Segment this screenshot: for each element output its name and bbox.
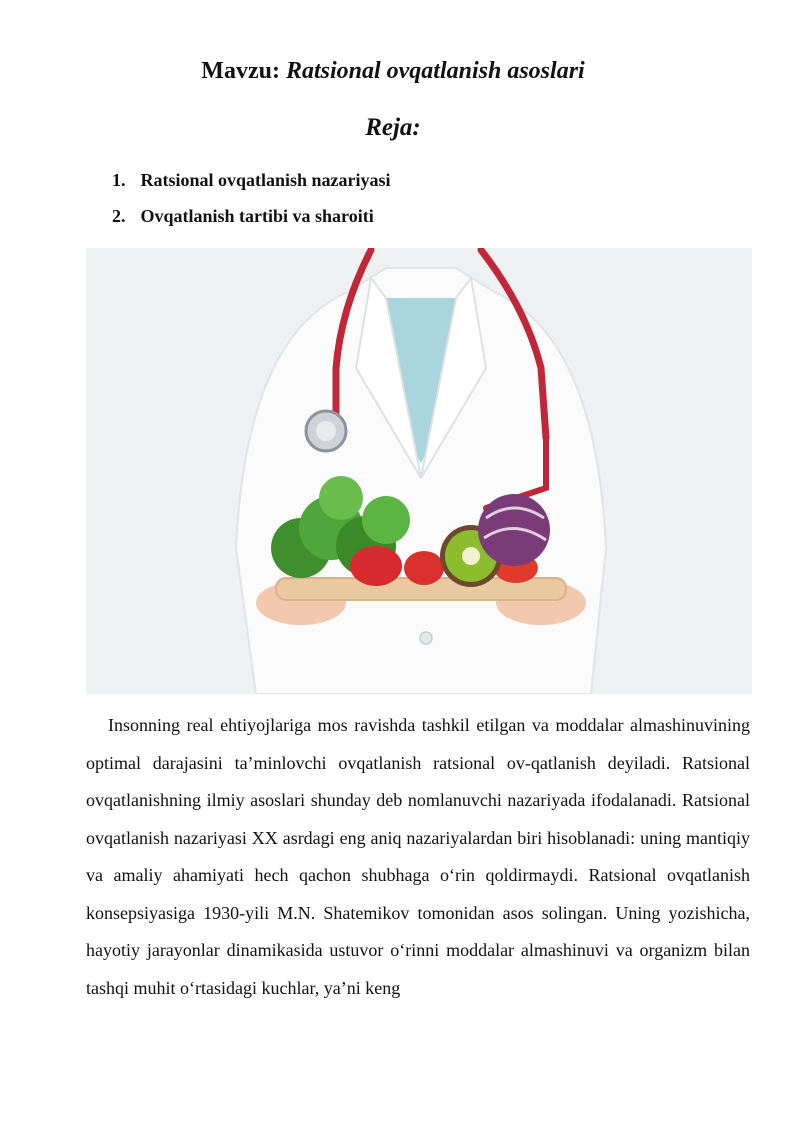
red-cabbage (478, 494, 550, 566)
plan-item-number: 1. (112, 170, 126, 190)
plan-item (112, 204, 391, 240)
illustration-photo (86, 248, 752, 694)
plan-item-text: Ovqatlanish tartibi va sharoiti (140, 206, 374, 226)
body-paragraph-text: Insonning real ehtiyojlariga mos ravishda tashkil etilgan va moddalar almashinuvining optimal darajasini ta’minlovchi ovqatlanish ratsional ov-qatlanish deyiladi. Ratsional ovqatlanishning ilmiy asoslari shunday deb nomlanuvchi nazariyada ifodalanadi. Ratsional ovqatlanish nazariyasi XX asrdagi eng aniq nazariyalardan biri hisoblanadi: uning mantiqiy va amaliy ahamiyati hech qachon shubhaga o‘rin qoldirmaydi. Ratsional ovqatlanish konsepsiyasiga 1930-yili M.N. Shatemikov tomonidan asos solingan. Uning yozishicha, hayotiy jarayonlar dinamikasida ustuvor o‘rinni moddalar almashinuvi va organizm bilan tashqi muhit o‘rtasidagi kuchlar, ya’ni keng (86, 715, 750, 998)
title-label: Mavzu: (201, 58, 280, 84)
title-topic: Ratsional ovqatlanish asoslari (285, 58, 585, 84)
plan-heading: Reja: (365, 114, 421, 141)
body-paragraph (86, 707, 750, 1007)
plan-list (112, 168, 391, 240)
plan-item (112, 168, 391, 204)
doctor-illustration (86, 248, 752, 694)
plan-item-number: 2. (112, 206, 126, 226)
plan-item-text: Ratsional ovqatlanish nazariyasi (140, 170, 391, 190)
document-title (0, 58, 786, 85)
